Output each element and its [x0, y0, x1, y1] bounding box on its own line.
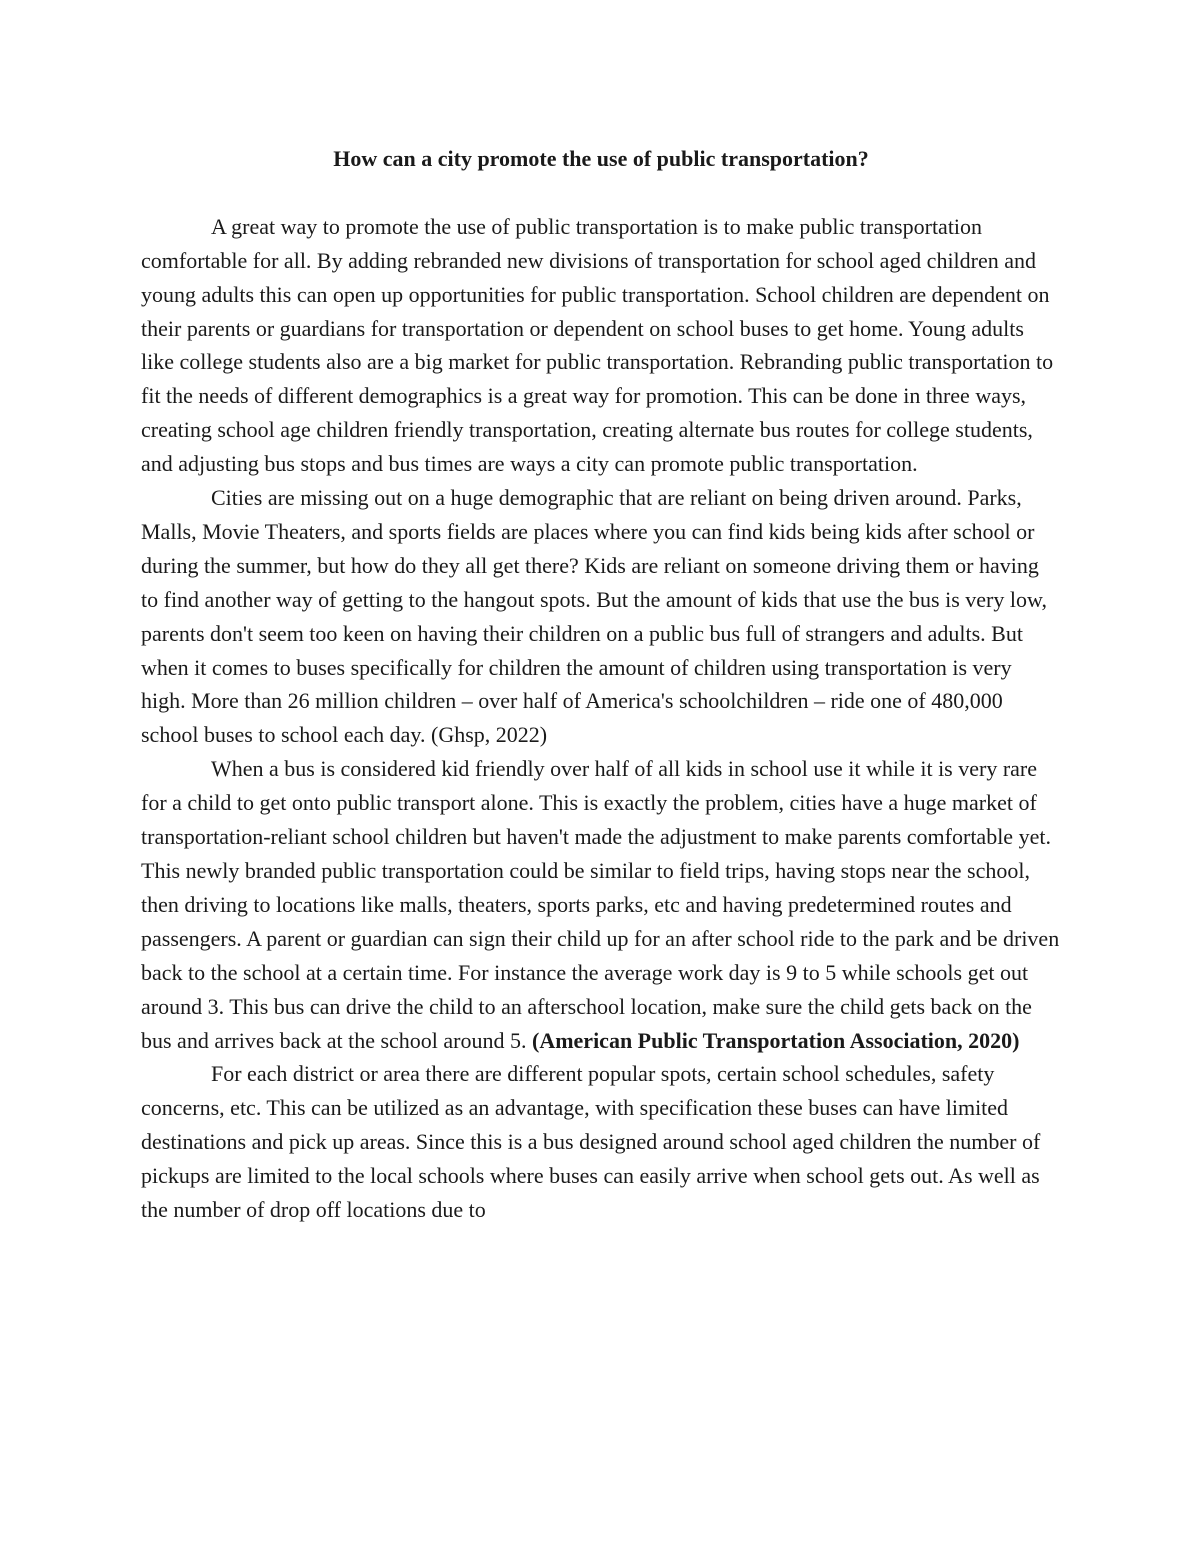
document-body [141, 142, 1061, 1227]
paragraph-4 [141, 1057, 1061, 1227]
paragraph-3-text: When a bus is considered kid friendly over half of all kids in school use it while it is very rare for a child to get onto public transport alone. This is exactly the problem, cities have a huge market of transportation-reliant school children but haven't made the adjustment to make parents comfortable yet. This newly branded public transportation could be similar to field trips, having stops near the school, then driving to locations like malls, theaters, sports parks, etc and having predetermined routes and passengers. A parent or guardian can sign their child up for an after school ride to the park and be driven back to the school at a certain time. For instance the average work day is 9 to 5 while schools get out around 3. This bus can drive the child to an afterschool location, make sure the child gets back on the bus and arrives back at the school around 5. [141, 756, 1060, 1053]
paragraph-3 [141, 752, 1061, 1057]
paragraph-2 [141, 481, 1061, 752]
document-title: How can a city promote the use of public transportation? [333, 146, 869, 171]
paragraph-1 [141, 210, 1061, 481]
paragraph-1-text: A great way to promote the use of public transportation is to make public transportation comfortable for all. By adding rebranded new divisions of transportation for school aged children and young adults this can open up opportunities for public transportation. School children are dependent on their parents or guardians for transportation or dependent on school buses to get home. Young adults like college students also are a big market for public transportation. Rebranding public transportation to fit the needs of different demographics is a great way for promotion. This can be done in three ways, creating school age children friendly transportation, creating alternate bus routes for college students, and adjusting bus stops and bus times are ways a city can promote public transportation. [141, 213, 1054, 477]
paragraph-3-citation: (American Public Transportation Association, 2020) [532, 1027, 1020, 1053]
paragraph-4-text: For each district or area there are different popular spots, certain school schedules, safety concerns, etc. This can be utilized as an advantage, with specification these buses can have limited destinations and pick up areas. Since this is a bus designed around school aged children the number of pickups are limited to the local schools where buses can easily arrive when school gets out. As well as the number of drop off locations due to [141, 1061, 1041, 1223]
paragraph-2-text: Cities are missing out on a huge demographic that are reliant on being driven around. Parks, Malls, Movie Theaters, and sports fields are places where you can find kids being kids after school or during the summer, but how do they all get there? Kids are reliant on someone driving them or having to find another way of getting to the hangout spots. But the amount of kids that use the bus is very low, parents don't seem too keen on having their children on a public bus full of strangers and adults. But when it comes to buses specifically for children the amount of children using transportation is very high. More than 26 million children – over half of America's schoolchildren – ride one of 480,000 school buses to school each day. (Ghsp, 2022) [141, 485, 1047, 748]
